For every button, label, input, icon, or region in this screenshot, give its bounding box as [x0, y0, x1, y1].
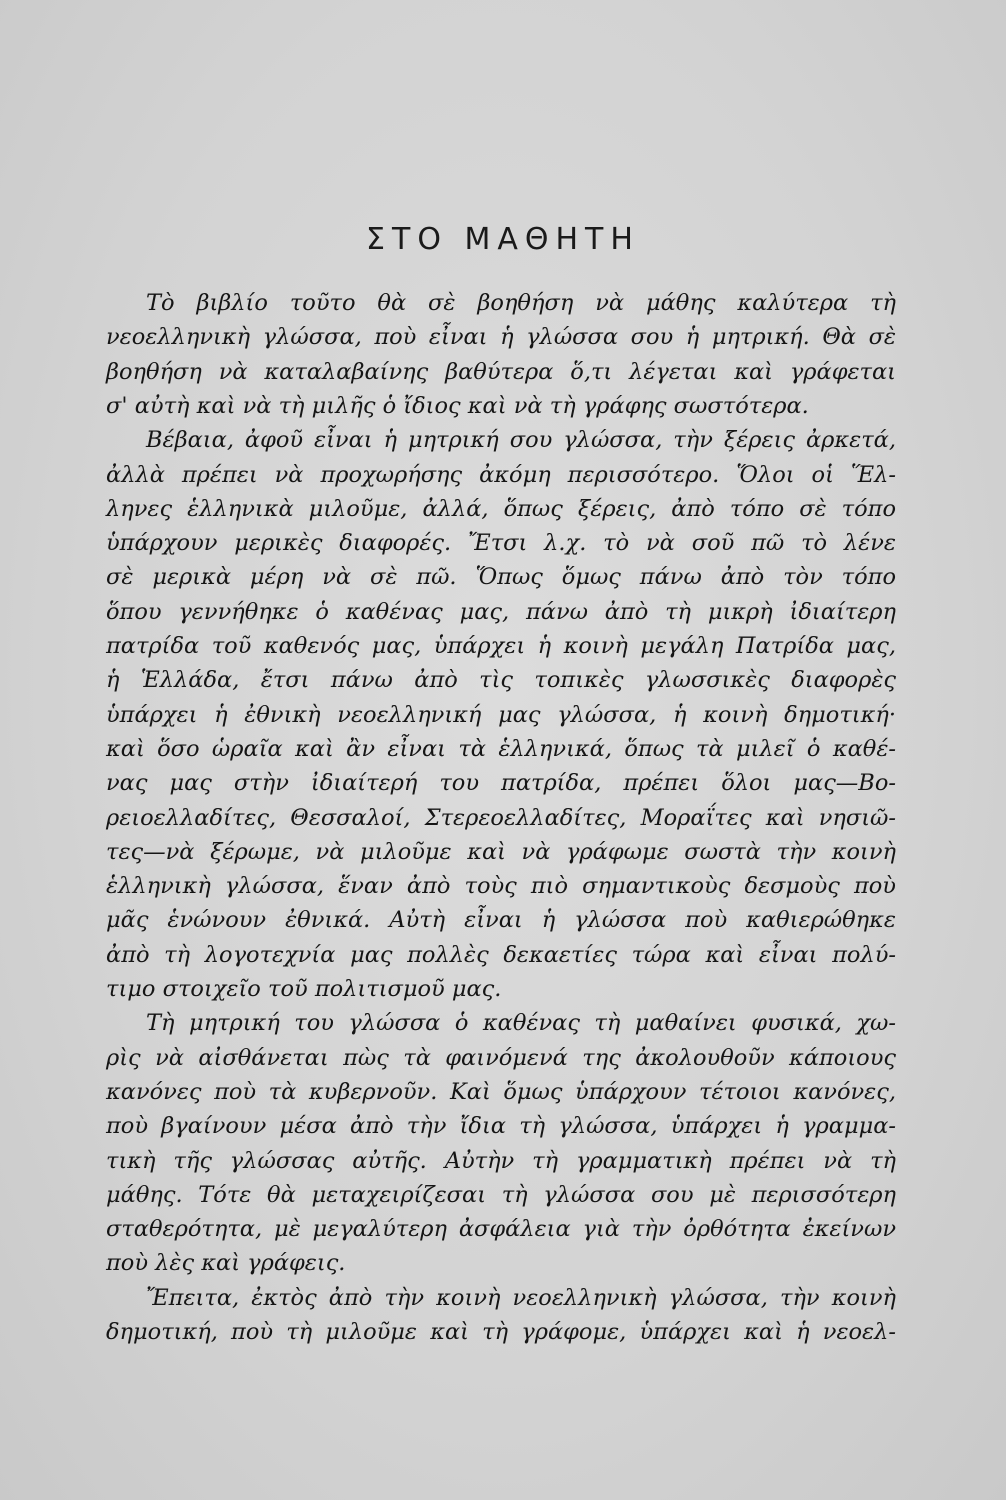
text-line: καὶ ὅσο ὡραῖα καὶ ἂν εἶναι τὰ ἑλληνικά, ὅπως τὰ μιλεῖ ὁ καθέ-: [106, 735, 896, 762]
text-line: ληνες ἑλληνικὰ μιλοῦμε, ἀλλά, ὅπως ξέρεις, ἀπὸ τόπο σὲ τόπο: [106, 495, 896, 522]
text-line: ὅπου γεννήθηκε ὁ καθένας μας, πάνω ἀπὸ τὴ μικρὴ ἰδιαίτερη: [106, 598, 896, 625]
text-line: ποὺ βγαίνουν μέσα ἀπὸ τὴν ἴδια τὴ γλώσσα, ὑπάρχει ἡ γραμμα-: [106, 1113, 896, 1140]
text-line: πατρίδα τοῦ καθενός μας, ὑπάρχει ἡ κοινὴ μεγάλη Πατρίδα μας,: [106, 633, 896, 659]
text-line: ρὶς νὰ αἰσθάνεται πὼς τὰ φαινόμενά της ἀκολουθοῦν κάποιους: [106, 1044, 896, 1071]
text-line: μᾶς ἑνώνουν ἐθνικά. Αὐτὴ εἶναι ἡ γλώσσα ποὺ καθιερώθηκε: [106, 907, 896, 934]
text-line: τικὴ τῆς γλώσσας αὐτῆς. Αὐτὴν τὴ γραμματικὴ πρέπει νὰ τὴ: [106, 1147, 896, 1174]
text-line: ὑπάρχουν μερικὲς διαφορές. Ἔτσι λ.χ. τὸ νὰ σοῦ πῶ τὸ λένε: [106, 530, 896, 557]
text-line: ἀπὸ τὴ λογοτεχνία μας πολλὲς δεκαετίες τώρα καὶ εἶναι πολύ-: [106, 941, 896, 968]
text-line: δημοτική, ποὺ τὴ μιλοῦμε καὶ τὴ γράφομε, ὑπάρχει καὶ ἡ νεοελ-: [106, 1319, 896, 1345]
text-line: κανόνες ποὺ τὰ κυβερνοῦν. Καὶ ὅμως ὑπάρχουν τέτοιοι κανόνες,: [106, 1078, 896, 1105]
text-line: νας μας στὴν ἰδιαίτερή του πατρίδα, πρέπει ὅλοι μας—Βο-: [106, 770, 896, 797]
text-line: ἡ Ἑλλάδα, ἔτσι πάνω ἀπὸ τὶς τοπικὲς γλωσσικὲς διαφορὲς: [106, 667, 896, 694]
text-line: ἀλλὰ πρέπει νὰ προχωρήσης ἀκόμη περισσότερο. Ὅλοι οἱ Ἕλ-: [106, 461, 896, 488]
text-line: Τὴ μητρική του γλώσσα ὁ καθένας τὴ μαθαίνει φυσικά, χω-: [146, 1010, 896, 1037]
text-line: σταθερότητα, μὲ μεγαλύτερη ἀσφάλεια γιὰ τὴν ὀρθότητα ἐκείνων: [106, 1216, 896, 1243]
text-line: σ' αὐτὴ καὶ νὰ τὴ μιλῆς ὁ ἴδιος καὶ νὰ τὴ γράφης σωστότερα.: [106, 392, 809, 419]
text-line: σὲ μερικὰ μέρη νὰ σὲ πῶ. Ὅπως ὅμως πάνω ἀπὸ τὸν τόπο: [106, 564, 896, 591]
page-title: ΣΤΟ ΜΑΘΗΤΗ: [366, 222, 640, 257]
text-line: τιμο στοιχεῖο τοῦ πολιτισμοῦ μας.: [106, 976, 502, 1002]
text-line: ποὺ λὲς καὶ γράφεις.: [106, 1250, 346, 1277]
text-line: ἑλληνικὴ γλώσσα, ἕναν ἀπὸ τοὺς πιὸ σημαντικοὺς δεσμοὺς ποὺ: [106, 873, 896, 900]
text-line: ὑπάρχει ἡ ἐθνικὴ νεοελληνική μας γλώσσα, ἡ κοινὴ δημοτική·: [106, 701, 896, 728]
text-line: ρειοελλαδίτες, Θεσσαλοί, Στερεοελλαδίτες, Μοραΐτες καὶ νησιῶ-: [106, 804, 896, 831]
text-line: νεοελληνικὴ γλώσσα, ποὺ εἶναι ἡ γλώσσα σου ἡ μητρική. Θὰ σὲ: [106, 324, 896, 351]
text-line: Τὸ βιβλίο τοῦτο θὰ σὲ βοηθήση νὰ μάθης καλύτερα τὴ: [146, 290, 896, 316]
text-line: τες—νὰ ξέρωμε, νὰ μιλοῦμε καὶ νὰ γράφωμε σωστὰ τὴν κοινὴ: [106, 838, 896, 865]
text-line: Βέβαια, ἀφοῦ εἶναι ἡ μητρική σου γλώσσα, τὴν ξέρεις ἀρκετά,: [146, 427, 896, 454]
text-line: Ἔπειτα, ἐκτὸς ἀπὸ τὴν κοινὴ νεοελληνικὴ γλώσσα, τὴν κοινὴ: [146, 1284, 896, 1311]
text-line: μάθης. Τότε θὰ μεταχειρίζεσαι τὴ γλώσσα σου μὲ περισσότερη: [106, 1181, 896, 1208]
text-line: βοηθήση νὰ καταλαβαίνης βαθύτερα ὅ,τι λέγεται καὶ γράφεται: [106, 358, 896, 385]
